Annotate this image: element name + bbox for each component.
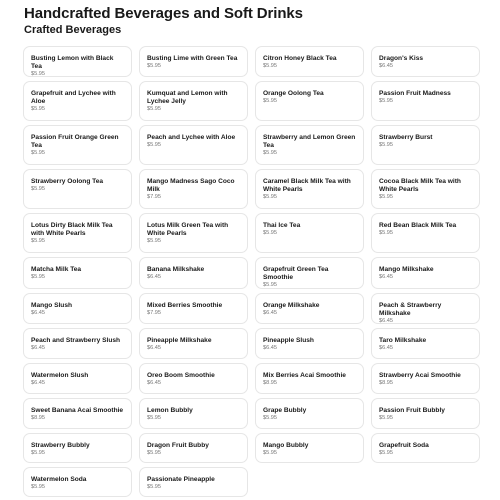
menu-item-price: $6.45	[263, 345, 277, 351]
menu-item-price: $5.95	[31, 450, 45, 456]
menu-item-card[interactable]	[139, 81, 248, 121]
menu-item-card[interactable]	[255, 293, 364, 324]
menu-item-price: $5.95	[147, 63, 161, 69]
menu-item-name: Mango Bubbly	[263, 442, 309, 449]
menu-item-price: $5.95	[31, 274, 45, 280]
menu-item-card[interactable]	[23, 125, 132, 165]
menu-item-card[interactable]	[255, 398, 364, 429]
menu-item-name: Mango Madness Sago Coco Milk	[147, 178, 235, 193]
menu-item-name: Grape Bubbly	[263, 407, 307, 414]
menu-item-price: $5.95	[263, 450, 277, 456]
menu-item-card[interactable]	[139, 363, 248, 394]
menu-item-name: Citron Honey Black Tea	[263, 55, 337, 62]
menu-item-price: $5.95	[379, 415, 393, 421]
menu-item-price: $6.45	[147, 380, 161, 386]
menu-item-card[interactable]	[23, 81, 132, 121]
menu-item-price: $5.95	[263, 194, 277, 200]
menu-item-name: Cocoa Black Milk Tea with White Pearls	[379, 178, 461, 193]
menu-item-card[interactable]	[139, 328, 248, 359]
menu-item-name: Peach & Strawberry Milkshake	[379, 302, 442, 317]
menu-item-card[interactable]	[371, 257, 480, 289]
menu-item-card[interactable]	[371, 328, 480, 359]
menu-item-card[interactable]	[255, 363, 364, 394]
menu-item-name: Sweet Banana Acai Smoothie	[31, 407, 124, 414]
menu-item-name: Strawberry Acai Smoothie	[379, 372, 461, 379]
menu-item-price: $5.95	[147, 106, 161, 112]
menu-item-price: $5.95	[31, 238, 45, 244]
menu-item-card[interactable]	[23, 293, 132, 324]
menu-item-price: $6.45	[379, 345, 393, 351]
menu-item-name: Orange Milkshake	[263, 302, 320, 309]
menu-item-card[interactable]	[255, 169, 364, 209]
menu-item-card[interactable]	[139, 257, 248, 289]
menu-item-card[interactable]	[255, 213, 364, 253]
menu-item-price: $5.95	[147, 238, 161, 244]
menu-item-name: Busting Lime with Green Tea	[147, 55, 238, 62]
menu-item-card[interactable]	[371, 433, 480, 463]
menu-item-price: $8.95	[31, 415, 45, 421]
menu-item-card[interactable]	[139, 467, 248, 497]
menu-item-name: Dragon's Kiss	[379, 55, 424, 62]
menu-item-name: Watermelon Slush	[31, 372, 89, 379]
menu-item-price: $5.95	[263, 98, 277, 104]
menu-item-name: Watermelon Soda	[31, 476, 87, 483]
menu-item-card[interactable]	[255, 328, 364, 359]
menu-item-card[interactable]	[23, 363, 132, 394]
menu-item-price: $6.45	[379, 318, 393, 324]
menu-item-price: $5.95	[31, 106, 45, 112]
menu-item-name: Lotus Milk Green Tea with White Pearls	[147, 222, 229, 237]
menu-item-name: Grapefruit Green Tea Smoothie	[263, 266, 329, 281]
menu-item-price: $6.45	[31, 380, 45, 386]
menu-item-card[interactable]	[371, 213, 480, 253]
menu-item-price: $5.95	[263, 282, 277, 288]
menu-item-card[interactable]	[371, 293, 480, 324]
menu-item-name: Passion Fruit Madness	[379, 90, 451, 97]
menu-item-price: $5.95	[147, 450, 161, 456]
menu-item-card[interactable]	[255, 81, 364, 121]
menu-item-price: $5.95	[379, 450, 393, 456]
menu-item-name: Caramel Black Milk Tea with White Pearls	[263, 178, 351, 193]
menu-item-name: Oreo Boom Smoothie	[147, 372, 215, 379]
menu-item-card[interactable]	[371, 169, 480, 209]
menu-item-name: Mango Slush	[31, 302, 73, 309]
menu-item-price: $5.95	[379, 230, 393, 236]
menu-item-name: Taro Milkshake	[379, 337, 427, 344]
menu-item-name: Lotus Dirty Black Milk Tea with White Pearls	[31, 222, 113, 237]
menu-item-price: $6.45	[263, 310, 277, 316]
menu-item-price: $5.95	[263, 63, 277, 69]
menu-item-price: $7.95	[147, 194, 161, 200]
menu-item-name: Busting Lemon with Black Tea	[31, 55, 114, 70]
menu-item-price: $8.95	[379, 380, 393, 386]
menu-item-card[interactable]	[23, 257, 132, 289]
menu-item-card[interactable]	[23, 467, 132, 497]
menu-item-card[interactable]	[139, 293, 248, 324]
menu-item-card[interactable]	[255, 125, 364, 165]
menu-item-price: $6.45	[147, 345, 161, 351]
menu-item-name: Thai Ice Tea	[263, 222, 301, 229]
menu-item-price: $5.95	[147, 415, 161, 421]
menu-item-name: Passion Fruit Bubbly	[379, 407, 445, 414]
menu-item-name: Strawberry Burst	[379, 134, 433, 141]
menu-item-name: Lemon Bubbly	[147, 407, 193, 414]
menu-item-card[interactable]	[255, 433, 364, 463]
menu-item-card[interactable]	[139, 46, 248, 77]
menu-item-card[interactable]	[23, 213, 132, 253]
menu-item-name: Banana Milkshake	[147, 266, 205, 273]
menu-item-card[interactable]	[23, 398, 132, 429]
menu-item-price: $6.45	[31, 310, 45, 316]
menu-item-card[interactable]	[23, 169, 132, 209]
menu-item-price: $5.95	[31, 150, 45, 156]
menu-item-card[interactable]	[139, 169, 248, 209]
menu-item-price: $5.95	[263, 230, 277, 236]
menu-item-card[interactable]	[371, 398, 480, 429]
menu-item-name: Pineapple Slush	[263, 337, 314, 344]
menu-item-name: Strawberry Bubbly	[31, 442, 90, 449]
menu-item-card[interactable]	[371, 125, 480, 165]
menu-item-name: Mix Berries Acai Smoothie	[263, 372, 346, 379]
menu-item-price: $6.45	[31, 345, 45, 351]
menu-item-name: Dragon Fruit Bubby	[147, 442, 209, 449]
menu-item-price: $5.95	[147, 142, 161, 148]
menu-item-card[interactable]	[139, 213, 248, 253]
menu-item-name: Peach and Strawberry Slush	[31, 337, 121, 344]
menu-item-name: Passionate Pineapple	[147, 476, 215, 483]
menu-item-price: $6.45	[147, 274, 161, 280]
menu-item-price: $5.95	[147, 484, 161, 490]
menu-item-price: $5.95	[379, 98, 393, 104]
menu-item-name: Orange Oolong Tea	[263, 90, 324, 97]
menu-item-price: $5.95	[31, 484, 45, 490]
menu-item-card[interactable]	[23, 433, 132, 463]
menu-item-name: Passion Fruit Orange Green Tea	[31, 134, 119, 149]
menu-item-price: $8.95	[263, 380, 277, 386]
menu-item-card[interactable]	[23, 328, 132, 359]
menu-item-card[interactable]	[139, 433, 248, 463]
menu-item-card[interactable]	[371, 81, 480, 121]
menu-item-name: Mango Milkshake	[379, 266, 434, 273]
menu-item-price: $7.95	[147, 310, 161, 316]
menu-item-card[interactable]	[139, 125, 248, 165]
menu-item-name: Strawberry and Lemon Green Tea	[263, 134, 356, 149]
menu-item-name: Strawberry Oolong Tea	[31, 178, 104, 185]
menu-item-price: $6.45	[379, 63, 393, 69]
menu-item-name: Grapefruit and Lychee with Aloe	[31, 90, 116, 105]
menu-item-price: $6.45	[379, 274, 393, 280]
menu-item-card[interactable]	[23, 46, 132, 77]
menu-item-name: Matcha Milk Tea	[31, 266, 82, 273]
menu-item-name: Pineapple Milkshake	[147, 337, 212, 344]
menu-item-card[interactable]	[255, 257, 364, 289]
menu-item-price: $5.95	[379, 142, 393, 148]
menu-item-name: Peach and Lychee with Aloe	[147, 134, 236, 141]
menu-item-price: $5.95	[31, 186, 45, 192]
menu-item-card[interactable]	[371, 363, 480, 394]
section-title: Crafted Beverages	[24, 24, 122, 36]
menu-item-price: $5.95	[31, 71, 45, 77]
menu-item-price: $5.95	[263, 150, 277, 156]
menu-item-card[interactable]	[371, 46, 480, 77]
menu-item-name: Grapefruit Soda	[379, 442, 429, 449]
menu-item-name: Mixed Berries Smoothie	[147, 302, 223, 309]
menu-item-name: Red Bean Black Milk Tea	[379, 222, 457, 229]
menu-item-price: $5.95	[263, 415, 277, 421]
menu-item-card[interactable]	[255, 46, 364, 77]
menu-item-card[interactable]	[139, 398, 248, 429]
page-title: Handcrafted Beverages and Soft Drinks	[24, 5, 303, 22]
menu-item-price: $5.95	[379, 194, 393, 200]
menu-item-name: Kumquat and Lemon with Lychee Jelly	[147, 90, 228, 105]
